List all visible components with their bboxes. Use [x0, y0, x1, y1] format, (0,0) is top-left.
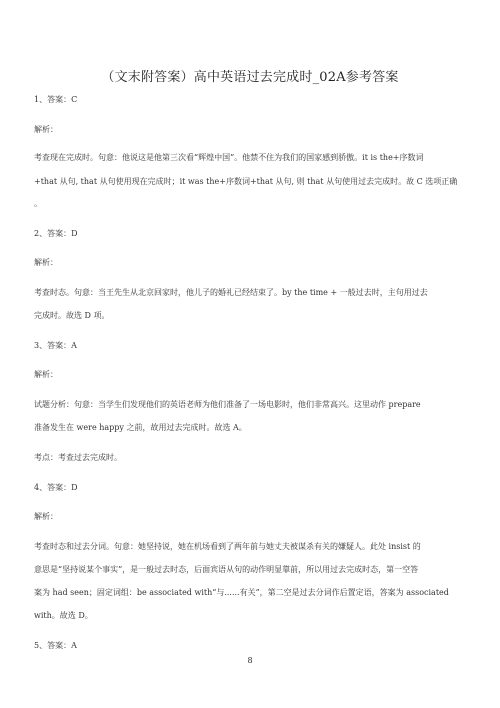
q3-answer: 3、答案：A	[34, 341, 77, 350]
q4-analysis-line-4: with。故选 D。	[34, 611, 93, 620]
q1-analysis-label: 解析：	[34, 125, 58, 134]
q3-analysis-line-2: 准备发生在 were happy 之前，故用过去完成时。故选 A。	[34, 423, 247, 432]
q2-analysis-line-1: 考查时态。句意：当王先生从北京回家时，他儿子的婚礼已经结束了。by the time + 一般过去时，主句用过去	[34, 288, 428, 297]
document-title: （文末附答案）高中英语过去完成时_02A参考答案	[101, 70, 399, 85]
q1-analysis-line-3: 。	[34, 199, 42, 208]
q4-analysis-line-1: 考查时态和过去分词。句意：她坚持说，她在机场看到了两年前与她丈夫被谋杀有关的嫌疑人。此处 insist 的	[34, 542, 421, 551]
page-number: 8	[247, 656, 253, 665]
q4-analysis-line-3: 案为 had seen；固定词组：be associated with“与......有关”，第二空是过去分词作后置定语，答案为 associated	[34, 588, 449, 597]
q4-answer: 4、答案：D	[34, 483, 78, 492]
q3-analysis-line-1: 试题分析：句意：当学生们发现他们的英语老师为他们准备了一场电影时，他们非常高兴。这里动作 prepare	[34, 400, 421, 409]
q2-analysis-line-2: 完成时。故选 D 项。	[34, 311, 110, 320]
q4-analysis-label: 解析：	[34, 512, 58, 521]
q2-answer: 2、答案：D	[34, 229, 78, 238]
q3-point: 考点：考查过去完成时。	[34, 453, 122, 462]
q3-analysis-label: 解析：	[34, 370, 58, 379]
q1-analysis-line-1: 考查现在完成时。句意：他说这是他第三次看“辉煌中国”。他禁不住为我们的国家感到骄傲。it is the+序数词	[34, 153, 424, 162]
q1-answer: 1、答案：C	[34, 95, 78, 104]
q1-analysis-line-2: +that 从句, that 从句使用现在完成时；it was the+序数词+that 从句, 则 that 从句使用过去完成时。故 C 选项正确	[34, 177, 458, 186]
q2-analysis-label: 解析：	[34, 258, 58, 267]
q5-answer: 5、答案：A	[34, 641, 77, 650]
q4-analysis-line-2: 意思是“坚持说某个事实”，是一般过去时态，后面宾语从句的动作明显靠前，所以用过去完成时态，第一空答	[34, 565, 419, 574]
